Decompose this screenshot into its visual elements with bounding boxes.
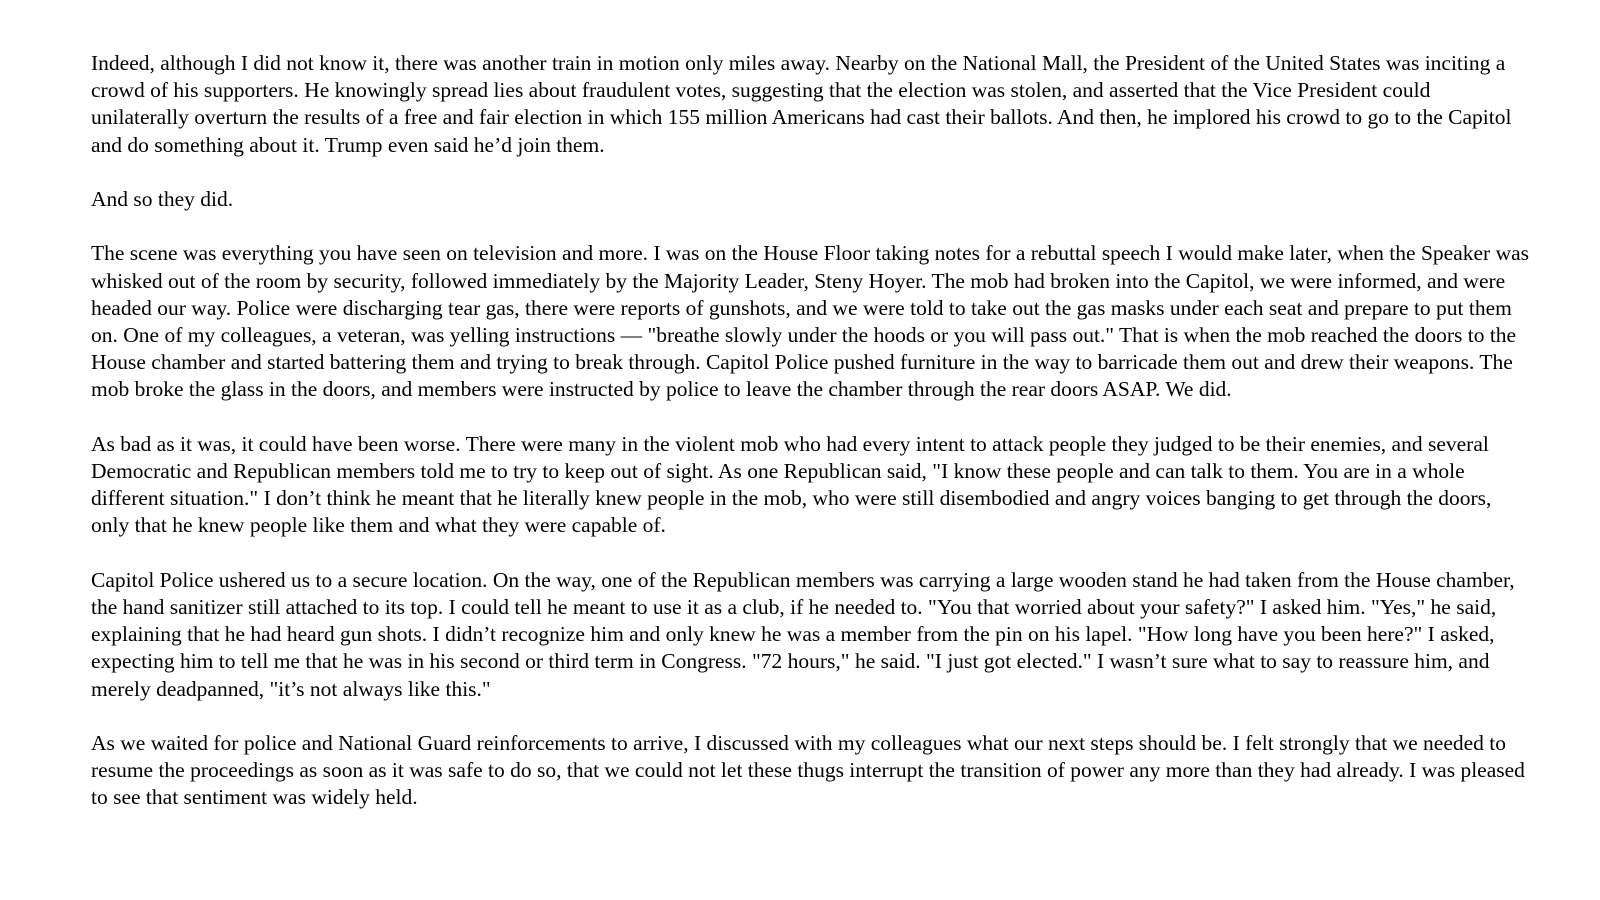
- paragraph: The scene was everything you have seen on television and more. I was on the House Floor taking notes for a rebuttal speech I would make later, when the Speaker was whisked out of the room by security, followed immediately by the Majority Leader, Steny Hoyer. The mob had broken into the Capitol, we were informed, and were headed our way. Police were discharging tear gas, there were reports of gunshots, and we were told to take out the gas masks under each seat and prepare to put them on. One of my colleagues, a veteran, was yelling instructions — "breathe slowly under the hoods or you will pass out." That is when the mob reached the doors to the House chamber and started battering them and trying to break through. Capitol Police pushed furniture in the way to barricade them out and drew their weapons. The mob broke the glass in the doors, and members were instructed by police to leave the chamber through the rear doors ASAP. We did.: [91, 241, 1530, 402]
- paragraph: Capitol Police ushered us to a secure location. On the way, one of the Republican members was carrying a large wooden stand he had taken from the House chamber, the hand sanitizer still attached to its top. I could tell he meant to use it as a club, if he needed to. "You that worried about your safety?" I asked him. "Yes," he said, explaining that he had heard gun shots. I didn’t recognize him and only knew he was a member from the pin on his lapel. "How long have you been here?" I asked, expecting him to tell me that he was in his second or third term in Congress. "72 hours," he said. "I just got elected." I wasn’t sure what to say to reassure him, and merely deadpanned, "it’s not always like this.": [91, 567, 1515, 701]
- paragraph: As we waited for police and National Guard reinforcements to arrive, I discussed with my colleagues what our next steps should be. I felt strongly that we needed to resume the proceedings as soon as it was safe to do so, that we could not let these thugs interrupt the transition of power any more than they had already. I was pleased to see that sentiment was widely held.: [91, 731, 1525, 810]
- paragraph: Indeed, although I did not know it, there was another train in motion only miles away. Nearby on the National Mall, the President of the United States was inciting a crowd of his supporters. He knowingly spread lies about fraudulent votes, suggesting that the election was stolen, and asserted that the Vice President could unilaterally overturn the results of a free and fair election in which 155 million Americans had cast their ballots. And then, he implored his crowd to go to the Capitol and do something about it. Trump even said he’d join them.: [91, 51, 1512, 157]
- document-body: [91, 50, 1531, 839]
- paragraph: As bad as it was, it could have been worse. There were many in the violent mob who had every intent to attack people they judged to be their enemies, and several Democratic and Republican members told me to try to keep out of sight. As one Republican said, "I know these people and can talk to them. You are in a whole different situation." I don’t think he meant that he literally knew people in the mob, who were still disembodied and angry voices banging to get through the doors, only that he knew people like them and what they were capable of.: [91, 431, 1492, 538]
- paragraph: And so they did.: [91, 187, 234, 211]
